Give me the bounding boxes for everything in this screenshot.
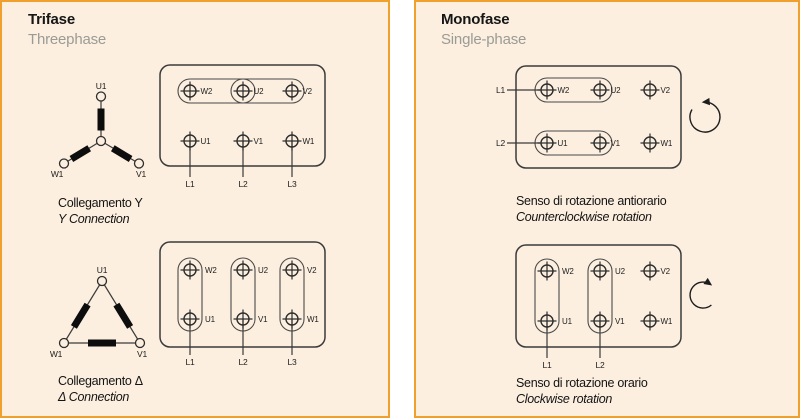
terminal-label: W1 — [302, 136, 315, 146]
terminal — [591, 262, 610, 281]
terminal — [641, 81, 660, 100]
ccw-caption — [516, 193, 666, 225]
delta-caption — [58, 373, 143, 405]
terminal-label: V1 — [615, 316, 625, 326]
terminal-label: V1 — [258, 314, 268, 324]
terminal-label: V2 — [660, 85, 670, 95]
terminal-label: U2 — [610, 85, 621, 95]
delta-winding-symbol — [50, 265, 148, 359]
cw-caption-en: Clockwise rotation — [516, 392, 613, 406]
supply-line-label: L3 — [287, 357, 297, 367]
supply-line-label: L1 — [495, 85, 505, 95]
terminal — [283, 310, 302, 329]
terminal-label: U1 — [562, 316, 572, 326]
terminal — [538, 134, 557, 153]
winding-coil — [71, 148, 89, 159]
winding-coil — [113, 148, 131, 159]
terminal — [234, 82, 253, 101]
delta-right-label: V1 — [137, 349, 147, 359]
star-right-label: V1 — [136, 169, 146, 179]
terminal-label: V2 — [307, 265, 317, 275]
terminal — [283, 82, 302, 101]
terminal-label: U2 — [253, 86, 264, 96]
supply-line-label: L1 — [185, 357, 195, 367]
supply-line-label: L2 — [238, 357, 248, 367]
star-left-label: W1 — [50, 169, 64, 179]
terminal — [234, 261, 253, 280]
counterclockwise-arrow-icon — [690, 102, 720, 132]
terminal-label: U1 — [200, 136, 211, 146]
star-terminal-box — [160, 65, 325, 189]
terminal-label: W2 — [200, 86, 213, 96]
monofase-header — [441, 11, 526, 48]
terminal — [181, 82, 200, 101]
terminal-label: W1 — [660, 316, 673, 326]
delta-left-label: W1 — [49, 349, 63, 359]
monofase-title: Monofase — [441, 11, 510, 28]
supply-line-label: L3 — [287, 179, 297, 189]
trifase-subtitle: Threephase — [28, 31, 107, 48]
star-caption-en: Y Connection — [58, 212, 130, 226]
terminal-label: U1 — [557, 138, 568, 148]
terminal-label: W2 — [205, 265, 217, 275]
star-caption — [58, 195, 143, 227]
terminal-label: V2 — [660, 266, 670, 276]
ccw-caption-en: Counterclockwise rotation — [516, 210, 652, 224]
cw-terminal-box — [516, 245, 711, 370]
winding-coil — [74, 305, 88, 327]
supply-line-label: L2 — [595, 360, 605, 370]
terminal-label: U2 — [615, 266, 625, 276]
supply-line-label: L2 — [495, 138, 505, 148]
terminal-label: U2 — [258, 265, 268, 275]
terminal-label: V1 — [253, 136, 263, 146]
terminal — [234, 132, 253, 151]
terminal — [234, 310, 253, 329]
terminal — [641, 134, 660, 153]
terminal — [181, 132, 200, 151]
terminal — [538, 312, 557, 331]
terminal — [181, 261, 200, 280]
trifase-title: Trifase — [28, 11, 75, 28]
terminal-label: W1 — [307, 314, 319, 324]
delta-caption-en: Δ Connection — [58, 390, 130, 404]
ccw-caption-it: Senso di rotazione antiorario — [516, 194, 667, 208]
monofase-subtitle: Single-phase — [441, 31, 527, 48]
terminal — [283, 132, 302, 151]
ccw-terminal-box — [496, 66, 720, 168]
terminal — [538, 262, 557, 281]
terminal — [641, 262, 660, 281]
supply-line-label: L1 — [542, 360, 552, 370]
star-top-label: U1 — [95, 81, 107, 91]
terminal — [591, 81, 610, 100]
terminal-label: V1 — [610, 138, 620, 148]
trifase-header — [28, 11, 106, 48]
delta-terminal-box — [160, 242, 325, 367]
terminal — [591, 312, 610, 331]
terminal — [538, 81, 557, 100]
cw-caption-it: Senso di rotazione orario — [516, 376, 648, 390]
terminal-label: W1 — [660, 138, 673, 148]
winding-coil — [116, 305, 130, 327]
star-caption-it: Collegamento Y — [58, 196, 143, 210]
cw-caption — [516, 375, 647, 407]
terminal — [641, 312, 660, 331]
terminal — [591, 134, 610, 153]
delta-top-label: U1 — [96, 265, 108, 275]
terminal — [181, 310, 200, 329]
terminal-label: U1 — [205, 314, 215, 324]
delta-caption-it: Collegamento Δ — [58, 374, 143, 388]
terminal-label: W2 — [562, 266, 574, 276]
terminal — [283, 261, 302, 280]
terminal-label: V2 — [302, 86, 312, 96]
clockwise-arrow-icon — [690, 282, 711, 308]
supply-line-label: L2 — [238, 179, 248, 189]
star-winding-symbol — [51, 81, 147, 179]
terminal-label: W2 — [557, 85, 570, 95]
supply-line-label: L1 — [185, 179, 195, 189]
